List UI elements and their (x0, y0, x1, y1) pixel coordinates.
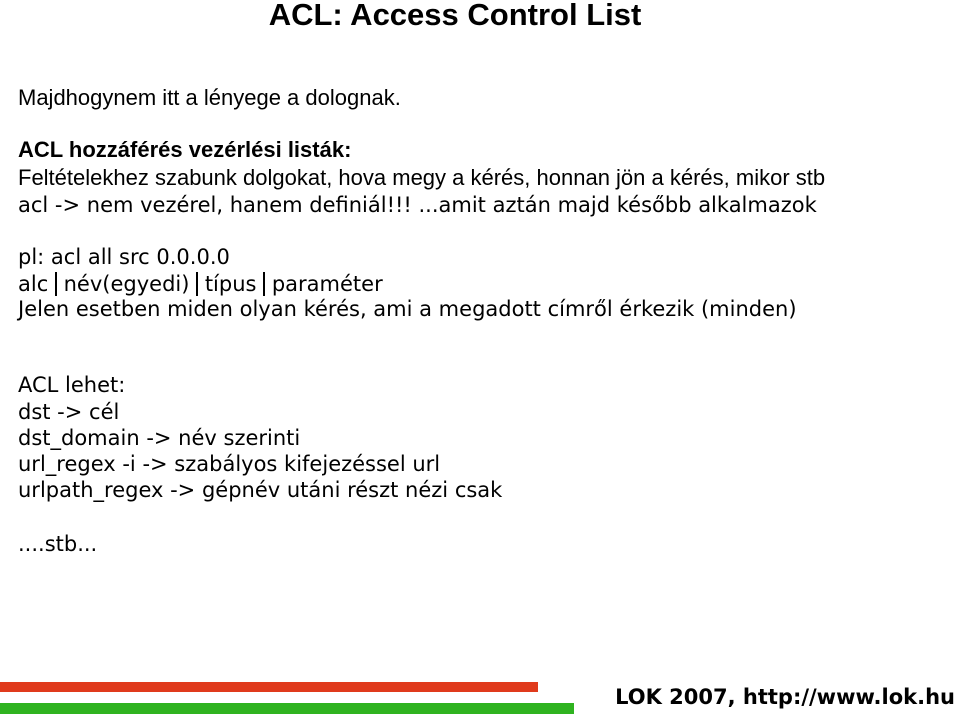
slide-title: ACL: Access Control List (268, 0, 642, 32)
syntax-part: név(egyedi) (63, 272, 190, 296)
type-item: urlpath_regex -> gépnév utáni részt nézi csak (18, 478, 503, 502)
footer-red-bar (0, 682, 538, 692)
acl-define-text: acl -> nem vezérel, hanem definiál!!! ...amit aztán majd később alkalmazok (18, 193, 817, 217)
acl-heading: ACL hozzáférés vezérlési listák: (18, 137, 352, 162)
syntax-part: típus (204, 272, 257, 296)
syntax-part: paraméter (271, 272, 383, 296)
types-heading: ACL lehet: (18, 373, 126, 397)
acl-description: Feltételekhez szabunk dolgokat, hova megy a kérés, honnan jön a kérés, mikor stb (18, 165, 826, 190)
type-item: dst -> cél (18, 400, 120, 424)
syntax-line (18, 271, 383, 297)
intro-text: Majdhogynem itt a lényege a dolognak. (18, 85, 401, 110)
type-item: dst_domain -> név szerinti (18, 426, 301, 450)
syntax-part: alc (18, 272, 49, 296)
example-text: pl: acl all src 0.0.0.0 (18, 245, 230, 269)
separator (55, 272, 57, 296)
separator (196, 272, 198, 296)
explanation-text: Jelen esetben miden olyan kérés, ami a megadott címről érkezik (minden) (18, 297, 797, 321)
footer-text: LOK 2007, http://www.lok.hu (615, 685, 955, 709)
footer-green-bar (0, 703, 574, 714)
etc-text: ....stb... (18, 532, 98, 556)
separator (263, 272, 265, 296)
type-item: url_regex -i -> szabályos kifejezéssel url (18, 452, 441, 476)
